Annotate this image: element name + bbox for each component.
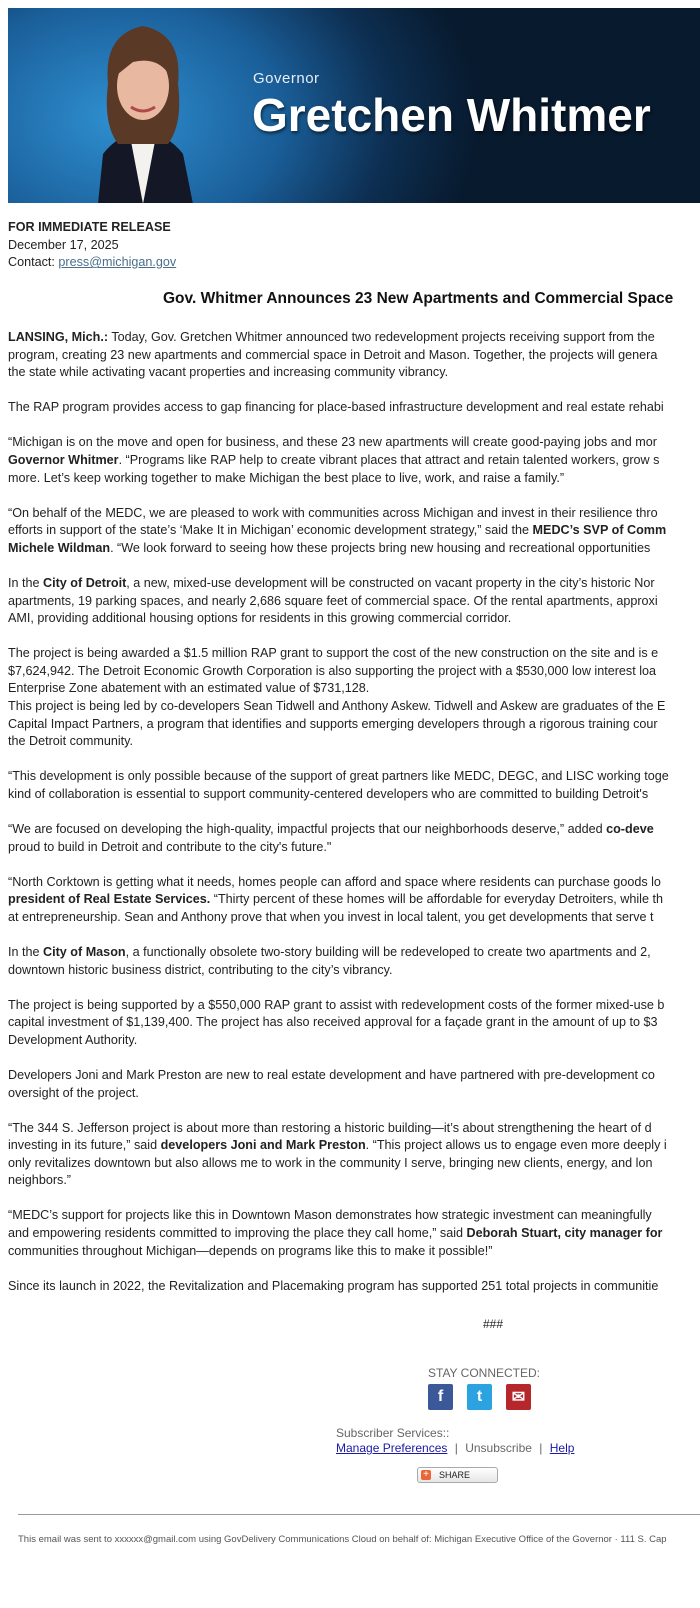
text-line [8,593,700,611]
text-line [8,1137,700,1155]
banner-subtitle: Governor [253,70,320,87]
text-line [8,399,700,417]
text-line [8,733,700,751]
release-date: December 17, 2025 [8,237,119,252]
paragraph [8,1067,700,1102]
paragraph [8,874,700,927]
paragraph [8,575,700,628]
bold-text: MEDC’s SVP of Comm [532,523,667,538]
text-line [8,540,700,558]
text: . “We look forward to seeing how these projects bring new housing and recreational opportunities [110,540,651,555]
text-line [8,839,700,857]
text-line [8,522,700,540]
text-line [8,944,700,962]
unsubscribe-link[interactable]: Unsubscribe [465,1441,532,1455]
text-line [8,1243,700,1261]
share-label: SHARE [439,1470,471,1480]
text: Since its launch in 2022, the Revitalization and Placemaking program has supported 251 total projects in communitie [8,1278,659,1293]
text: . “This project allows us to engage even more deeply i [365,1138,667,1153]
paragraph [8,645,700,751]
bold-text: City of Mason [43,944,126,959]
text-line [8,470,700,488]
twitter-icon[interactable]: t [467,1384,492,1410]
text-line [8,434,700,452]
paragraph [8,768,700,803]
text-line [8,645,700,663]
text-line [8,505,700,523]
paragraph [8,944,700,979]
text: , a new, mixed-use development will be constructed on vacant property in the city’s historic Nor [126,575,655,590]
text-line [8,663,700,681]
separator: | [539,1441,543,1455]
text: . “Programs like RAP help to create vibrant places that attract and retain talented workers, grow s [118,452,660,467]
text-line [8,1067,700,1085]
text-line [8,364,700,382]
subscriber-label: Subscriber Services:: [336,1426,450,1440]
paragraph [8,1278,700,1296]
share-button[interactable] [417,1467,498,1483]
text-line [8,1225,700,1243]
text: and empowering residents committed to improving the place they call home,” said [8,1226,467,1241]
text: “Michigan is on the move and open for business, and these 23 new apartments will create good-paying jobs and mor [8,435,657,450]
paragraph [8,997,700,1050]
end-mark: ### [483,1317,504,1331]
text: the Detroit community. [8,734,134,749]
text: “North Corktown is getting what it needs, homes people can afford and space where residents can purchase goods lo [8,874,661,889]
plus-icon: + [421,1470,431,1480]
text-line [8,716,700,734]
text: proud to build in Detroit and contribute to the city's future." [8,839,332,854]
text: neighbors.” [8,1173,72,1188]
text-line [8,1207,700,1225]
article-body [8,329,700,1313]
text: kind of collaboration is essential to support community-centered developers who are committed to building Detroit's [8,786,649,801]
bold-text: Michele Wildman [8,540,111,555]
paragraph [8,434,700,487]
text: Today, Gov. Gretchen Whitmer announced two redevelopment projects receiving support from the [108,330,655,344]
social-links [428,1384,531,1410]
separator: | [454,1441,458,1455]
text-line [8,891,700,909]
text-line [8,610,700,628]
text-line [8,1120,700,1138]
text: Capital Impact Partners, a program that identifies and supports emerging developers through a rigorous training cour [8,716,658,731]
text: In the [8,944,44,959]
text-line [8,1278,700,1296]
text: The project is being awarded a $1.5 million RAP grant to support the cost of the new construction on the site and is e [8,646,659,661]
text-line [8,452,700,470]
text: only revitalizes downtown but also allows me to work in the community I serve, bringing new clients, energy, and lon [8,1155,653,1170]
text: “Thirty percent of these homes will be affordable for everyday Detroiters, while th [210,892,663,907]
bold-text: president of Real Estate Services. [8,892,211,907]
text: apartments, 19 parking spaces, and nearly 2,686 square feet of commercial space. Of the rental apartments, approxi [8,593,658,608]
subscriber-services [336,1426,574,1456]
text-line [8,347,700,365]
text-line [8,1032,700,1050]
text: The project is being supported by a $550,000 RAP grant to assist with redevelopment costs of the former mixed-use b [8,997,665,1012]
page-title: Gov. Whitmer Announces 23 New Apartments and Commercial Space [163,290,674,307]
text: , a functionally obsolete two-story building will be redeveloped to create two apartments and 2, [125,944,651,959]
paragraph [8,329,700,382]
stay-connected-label: STAY CONNECTED: [428,1366,541,1380]
bold-text: City of Detroit [43,575,127,590]
banner-title: Gretchen Whitmer [252,89,651,141]
text: Enterprise Zone abatement with an estimated value of $731,128. [8,681,370,696]
contact-email-link[interactable]: press@michigan.gov [58,255,177,270]
text-line [8,1155,700,1173]
text: This project is being led by co-developers Sean Tidwell and Anthony Askew. Tidwell and Askew are graduates of the E [8,699,666,713]
text-line [8,768,700,786]
release-info [8,219,700,272]
text: program, creating 23 new apartments and commercial space in Detroit and Mason. Together, the projects will genera [8,347,658,362]
text: at entrepreneurship. Sean and Anthony prove that when you invest in local talent, you get developments that serve t [8,909,654,924]
text: $7,624,942. The Detroit Economic Growth Corporation is also supporting the project with a $530,000 low interest loa [8,663,657,678]
facebook-icon[interactable]: f [428,1384,453,1410]
contact-label: Contact: [8,255,59,270]
text: investing in its future,” said [8,1138,161,1153]
governor-portrait [58,14,228,203]
text: “This development is only possible because of the support of great partners like MEDC, DEGC, and LISC working toge [8,769,669,784]
text-line [8,786,700,804]
text-line [8,1085,700,1103]
text: efforts in support of the state’s ‘Make It in Michigan’ economic development strategy,” said the [8,523,533,538]
bold-text: co-deve [606,821,654,836]
manage-preferences-link[interactable]: Manage Preferences [336,1441,448,1455]
text: capital investment of $1,139,400. The project has also received approval for a façade grant in the amount of up to $3 [8,1015,658,1030]
text-line [8,874,700,892]
text-line [8,821,700,839]
text-line [8,575,700,593]
text: “The 344 S. Jefferson project is about more than restoring a historic building—it’s about strengthening the heart of d [8,1120,652,1135]
text: In the [8,575,44,590]
sent-notice: This email was sent to xxxxxx@gmail.com using GovDelivery Communications Cloud on behalf of: Michigan Executive Office of the Governor · 111 S. Cap [18,1534,667,1545]
bold-text: Deborah Stuart, city manager for [466,1226,663,1241]
paragraph [8,821,700,856]
text: “We are focused on developing the high-quality, impactful projects that our neighborhoods deserve,” added [8,821,607,836]
header-banner [8,8,700,203]
text-line [8,909,700,927]
bold-text: Governor Whitmer [8,452,119,467]
text-line [8,680,700,698]
text: downtown historic business district, contributing to the city’s vibrancy. [8,962,393,977]
text-line [8,329,700,347]
bold-text: developers Joni and Mark Preston [160,1138,366,1153]
text: the state while activating vacant properties and increasing community vibrancy. [8,365,449,380]
text: Developers Joni and Mark Preston are new to real estate development and have partnered with pre-development co [8,1067,655,1082]
text: Development Authority. [8,1032,138,1047]
help-link[interactable]: Help [549,1441,575,1455]
text-line [8,997,700,1015]
paragraph [8,1120,700,1190]
text: “On behalf of the MEDC, we are pleased to work with communities across Michigan and invest in their resilience thro [8,505,658,520]
text-line [8,698,700,716]
text: “MEDC’s support for projects like this in Downtown Mason demonstrates how strategic investment can meaningfully [8,1208,652,1223]
paragraph [8,505,700,558]
divider [18,1514,700,1515]
text-line [8,962,700,980]
text-line [8,1014,700,1032]
email-icon[interactable]: ✉ [506,1384,531,1410]
text: AMI, providing additional housing options for residents in this growing commercial corridor. [8,611,512,626]
text: more. Let’s keep working together to make Michigan the best place to live, work, and raise a family.” [8,470,565,485]
text: The RAP program provides access to gap financing for place-based infrastructure development and real estate rehabi [8,400,664,415]
paragraph [8,1207,700,1260]
paragraph [8,399,700,417]
release-label: FOR IMMEDIATE RELEASE [8,220,171,234]
text: communities throughout Michigan—depends on programs like this to make it possible!” [8,1243,493,1258]
text: oversight of the project. [8,1085,139,1100]
text-line [8,1172,700,1190]
bold-text: LANSING, Mich.: [8,330,109,344]
